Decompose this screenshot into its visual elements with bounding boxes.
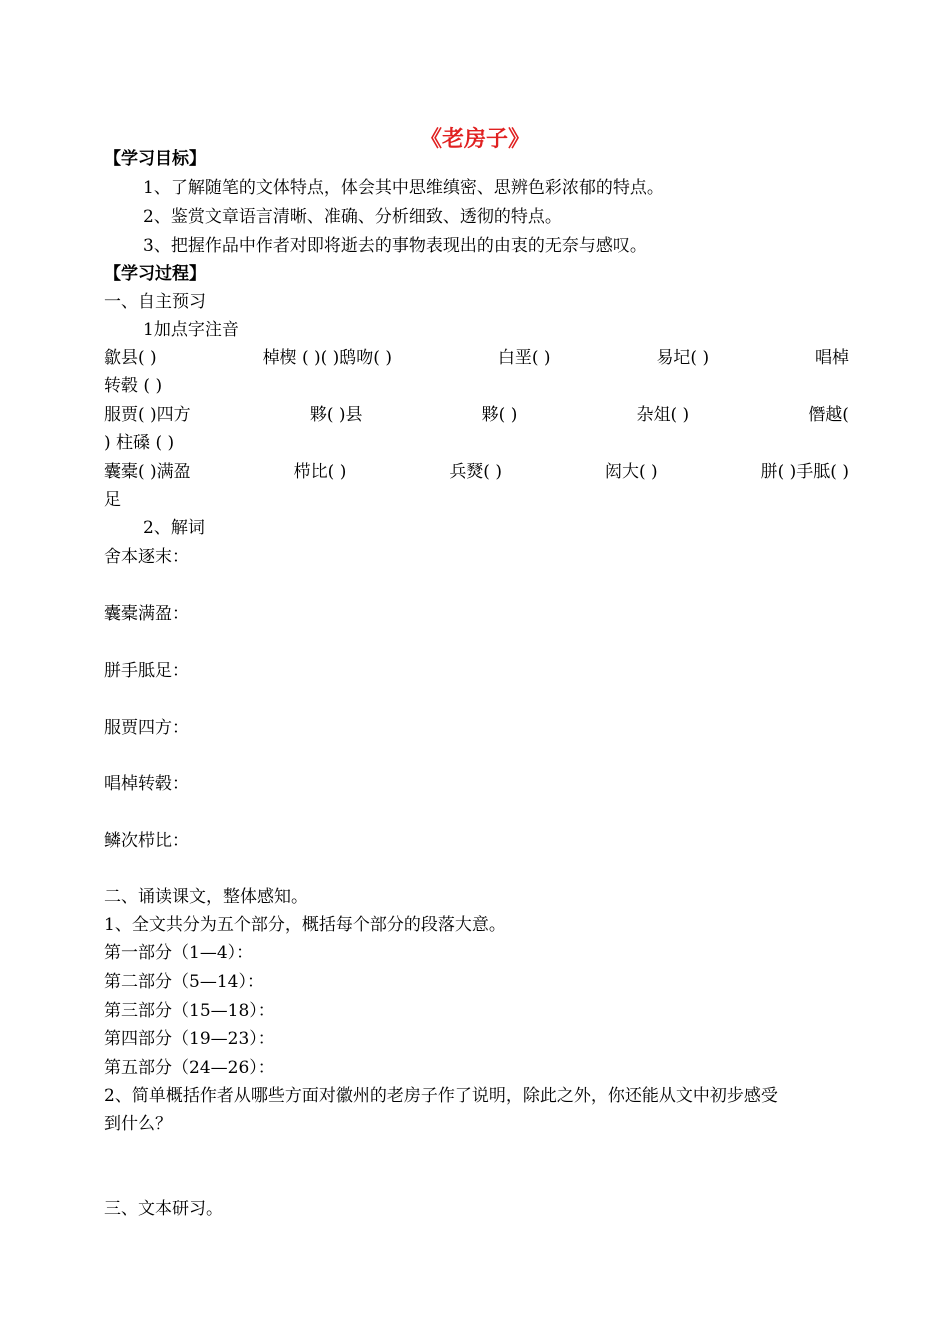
vocab-item: 囊橐( )满盈 — [104, 462, 191, 482]
part-item: 第一部分（1—4）： — [104, 943, 254, 963]
question-1: 1、全文共分为五个部分，概括每个部分的段落大意。 — [104, 915, 506, 935]
vocab-item: 白垩( ) — [497, 348, 551, 368]
part-item: 第三部分（15—18）： — [104, 1001, 275, 1021]
vocab-row — [104, 464, 849, 481]
part-item: 第四部分（19—23）： — [104, 1029, 275, 1049]
vocab-item: 闳大( ) — [604, 462, 658, 482]
word-prompt: 囊橐满盈： — [104, 604, 189, 624]
vocab-item: 棹楔 ( )( )鸱吻( ) — [262, 348, 392, 368]
vocab-row-continued: 转毂 ( ) — [104, 376, 163, 396]
vocab-item: 易圮( ) — [656, 348, 710, 368]
goal-item: 3、把握作品中作者对即将逝去的事物表现出的由衷的无奈与感叹。 — [143, 236, 647, 256]
vocab-item: 唱棹 — [815, 348, 849, 368]
vocab-item: 兵燹( ) — [449, 462, 502, 482]
subsection-vocabulary: 2、解词 — [143, 518, 205, 538]
question-2: 2、简单概括作者从哪些方面对徽州的老房子作了说明，除此之外，你还能从文中初步感受 — [104, 1086, 778, 1106]
vocab-item: 僭越( — [808, 405, 849, 425]
vocab-row — [104, 350, 849, 367]
word-prompt: 胼手胝足： — [104, 661, 189, 681]
vocab-item: 夥( )县 — [309, 405, 363, 425]
goal-item: 1、了解随笔的文体特点，体会其中思维缜密、思辨色彩浓郁的特点。 — [143, 178, 664, 198]
vocab-row-continued: 足 — [104, 490, 121, 510]
goals-heading: 【学习目标】 — [104, 149, 206, 169]
section-text-study: 三、文本研习。 — [104, 1199, 223, 1219]
vocab-item: 胼( )手胝( ) — [760, 462, 849, 482]
goal-item: 2、鉴赏文章语言清晰、准确、分析细致、透彻的特点。 — [143, 207, 562, 227]
document-title: 《老房子》 — [419, 127, 530, 152]
word-prompt: 鳞次栉比： — [104, 831, 189, 851]
part-item: 第五部分（24—26）： — [104, 1058, 275, 1078]
section-reading: 二、诵读课文，整体感知。 — [104, 887, 308, 907]
vocab-item: 歙县( ) — [104, 348, 157, 368]
question-2-continued: 到什么？ — [104, 1114, 172, 1134]
process-heading: 【学习过程】 — [104, 264, 206, 284]
word-prompt: 服贾四方： — [104, 718, 189, 738]
part-item: 第二部分（5—14）： — [104, 972, 264, 992]
vocab-item: 杂俎( ) — [636, 405, 690, 425]
vocab-item: 夥( ) — [481, 405, 518, 425]
subsection-pinyin: 1加点字注音 — [143, 320, 239, 340]
word-prompt: 舍本逐末： — [104, 547, 189, 567]
section-preview: 一、自主预习 — [104, 292, 206, 312]
vocab-row-continued: ) 柱磉 ( ) — [104, 433, 175, 453]
vocab-item: 服贾( )四方 — [104, 405, 191, 425]
word-prompt: 唱棹转毂： — [104, 774, 189, 794]
vocab-row — [104, 407, 849, 424]
vocab-item: 栉比( ) — [293, 462, 347, 482]
